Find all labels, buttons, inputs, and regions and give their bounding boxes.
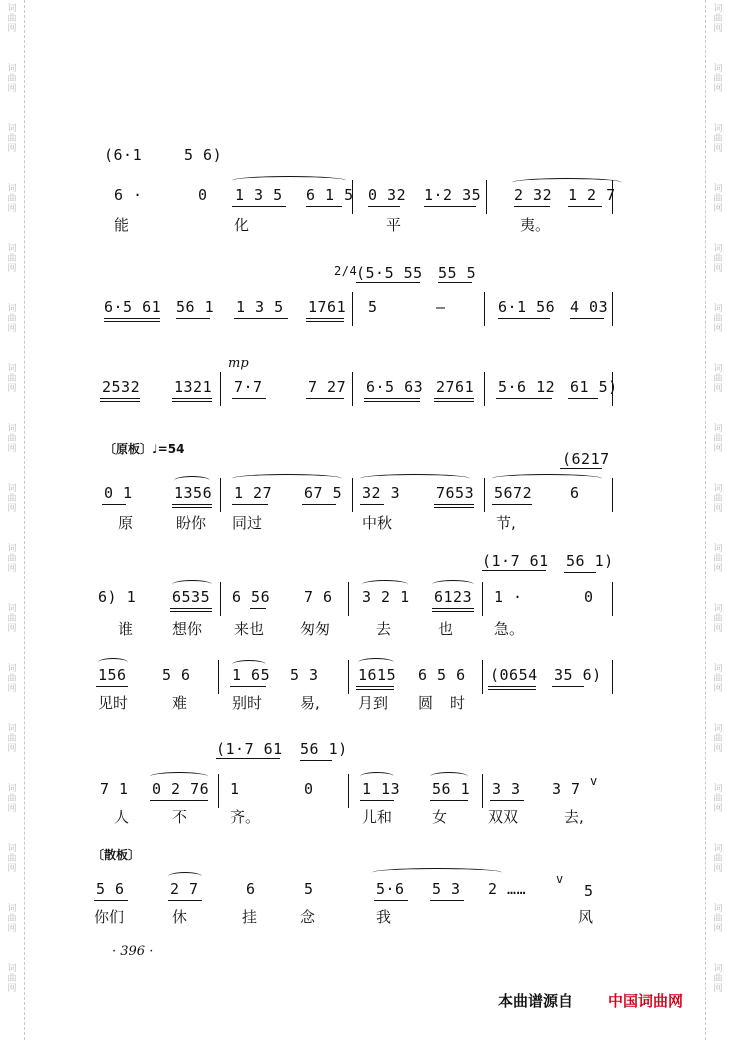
page-number: · 396 · xyxy=(112,944,154,959)
underline xyxy=(300,760,332,761)
bar-line xyxy=(352,478,353,512)
bar-line xyxy=(612,478,613,512)
underline xyxy=(560,468,602,469)
note-group: 6535 xyxy=(172,588,211,606)
slur xyxy=(172,580,212,589)
note-group: 61 5) xyxy=(570,378,618,396)
bar-line xyxy=(612,372,613,406)
lyric: 见时 xyxy=(98,694,129,712)
intro-phrase: (1·7 61 xyxy=(482,552,549,570)
note-group: 4 03 xyxy=(570,298,609,316)
watermark-text: 词 曲 网 xyxy=(713,424,723,454)
watermark-text: 词 曲 网 xyxy=(7,64,17,94)
note-group: 5 xyxy=(304,880,314,898)
bar-line xyxy=(482,660,483,694)
underline xyxy=(432,608,474,609)
underline xyxy=(360,800,394,801)
note-group: 6 · xyxy=(114,186,143,204)
section-label: 〔原板〕♩=54 xyxy=(104,442,185,456)
watermark-text: 词 曲 网 xyxy=(713,544,723,574)
lyric: 别时 xyxy=(232,694,263,712)
underline xyxy=(150,800,208,801)
lyric: 谁 xyxy=(118,620,134,638)
bar-line xyxy=(352,180,353,214)
lyric: 去, xyxy=(564,808,584,826)
section-label: 〔散板〕 xyxy=(92,848,141,862)
underline xyxy=(168,900,202,901)
watermark-text: 词 曲 网 xyxy=(713,664,723,694)
slur xyxy=(360,474,470,483)
slur xyxy=(362,580,408,589)
note-group: 3 2 1 xyxy=(362,588,410,606)
watermark-text: 词 曲 网 xyxy=(7,364,17,394)
underline xyxy=(552,686,584,687)
watermark-text: 词 曲 网 xyxy=(7,664,17,694)
note-group: 35 6) xyxy=(554,666,602,684)
right-watermark-strip xyxy=(705,0,730,1040)
note-group: 7·7 xyxy=(234,378,263,396)
underline xyxy=(172,401,212,402)
lyric: 儿和 xyxy=(362,808,393,826)
lyric: 人 xyxy=(114,808,130,826)
lyric: 能 xyxy=(114,216,130,234)
watermark-text: 词 曲 网 xyxy=(7,544,17,574)
bar-line xyxy=(218,660,219,694)
underline xyxy=(488,686,536,687)
watermark-text: 词 曲 网 xyxy=(7,904,17,934)
breath-mark: v xyxy=(590,774,598,788)
note-group: 7 1 xyxy=(100,780,129,798)
underline xyxy=(434,398,474,399)
note-group: 67 5 xyxy=(304,484,343,502)
note-group: 1 xyxy=(230,780,240,798)
note-group: 7 6 xyxy=(304,588,333,606)
note-group: 7653 xyxy=(436,484,475,502)
underline xyxy=(364,401,420,402)
bar-line xyxy=(482,582,483,616)
underline xyxy=(306,318,344,319)
watermark-text: 词 曲 网 xyxy=(713,484,723,514)
bar-line xyxy=(348,660,349,694)
underline xyxy=(356,282,420,283)
watermark-text: 词 曲 网 xyxy=(713,964,723,994)
lyric: 化 xyxy=(234,216,250,234)
slur xyxy=(372,868,502,877)
note-group: 6·5 61 xyxy=(104,298,162,316)
note-group: 3 3 xyxy=(492,780,521,798)
lyric: 风 xyxy=(578,908,594,926)
time-signature: 2/4 xyxy=(334,264,358,278)
lyric: 来也 xyxy=(234,620,265,638)
underline xyxy=(364,398,420,399)
note-group: 2 …… xyxy=(488,880,527,898)
slur xyxy=(358,658,394,667)
note-group: 2 32 xyxy=(514,186,553,204)
slur xyxy=(168,872,202,881)
lyric: 女 xyxy=(432,808,448,826)
lyric: 我 xyxy=(376,908,392,926)
lyric: 节, xyxy=(496,514,516,532)
underline xyxy=(564,572,596,573)
note-group: 1615 xyxy=(358,666,397,684)
bar-line xyxy=(352,372,353,406)
underline xyxy=(96,686,128,687)
underline xyxy=(498,318,550,319)
note-group: 1 3 5 xyxy=(236,298,284,316)
note-group: 1321 xyxy=(174,378,213,396)
breath-mark: v xyxy=(556,872,564,886)
underline xyxy=(170,611,212,612)
underline xyxy=(232,398,266,399)
lyric: 易, xyxy=(300,694,320,712)
note-group: 5·6 xyxy=(376,880,405,898)
underline xyxy=(216,758,280,759)
underline xyxy=(356,686,394,687)
underline xyxy=(176,318,210,319)
watermark-text: 词 曲 网 xyxy=(713,784,723,814)
intro-phrase: 5 6) xyxy=(184,146,223,164)
bar-line xyxy=(220,372,221,406)
underline xyxy=(250,608,266,609)
slur xyxy=(232,474,342,483)
note-group: 5 3 xyxy=(290,666,319,684)
lyric: 中秋 xyxy=(362,514,393,532)
watermark-text: 词 曲 网 xyxy=(713,604,723,634)
note-group: 156 xyxy=(98,666,127,684)
intro-phrase: 56 1) xyxy=(566,552,614,570)
watermark-text: 词 曲 网 xyxy=(7,724,17,754)
watermark-text: 词 曲 网 xyxy=(713,724,723,754)
note-group: 5 6 xyxy=(96,880,125,898)
underline xyxy=(102,504,126,505)
underline xyxy=(172,504,212,505)
watermark-text: 词 曲 网 xyxy=(713,244,723,274)
intro-phrase: 55 5 xyxy=(438,264,477,282)
lyric: 去 xyxy=(376,620,392,638)
note-group: 2 7 xyxy=(170,880,199,898)
bar-line xyxy=(612,660,613,694)
watermark-text: 词 曲 网 xyxy=(7,184,17,214)
note-group: 0 xyxy=(304,780,314,798)
bar-line xyxy=(352,292,353,326)
note-group: 1 · xyxy=(494,588,523,606)
watermark-text: 词 曲 网 xyxy=(7,784,17,814)
note-group: 7 27 xyxy=(308,378,347,396)
bar-line xyxy=(220,582,221,616)
lyric: 你们 xyxy=(94,908,125,926)
watermark-text: 词 曲 网 xyxy=(713,904,723,934)
lyric: 难 xyxy=(172,694,188,712)
note-group: 6·1 56 xyxy=(498,298,556,316)
lyric: 同过 xyxy=(232,514,263,532)
note-group: (0654 xyxy=(490,666,538,684)
note-group: 6 56 xyxy=(232,588,271,606)
lyric: 齐。 xyxy=(230,808,261,826)
dynamic-marking: mp xyxy=(228,356,249,371)
underline xyxy=(490,800,524,801)
note-group: 5 3 xyxy=(432,880,461,898)
watermark-text: 词 曲 网 xyxy=(7,484,17,514)
note-group: 6 xyxy=(570,484,580,502)
intro-phrase: 56 1) xyxy=(300,740,348,758)
watermark-text: 词 曲 网 xyxy=(7,604,17,634)
lyric: 圆 xyxy=(418,694,434,712)
lyric: 急。 xyxy=(494,620,525,638)
note-group: 0 1 xyxy=(104,484,133,502)
underline xyxy=(104,321,160,322)
note-group: 6) 1 xyxy=(98,588,137,606)
lyric: 平 xyxy=(386,216,402,234)
note-group: 1 27 xyxy=(234,484,273,502)
watermark-text: 词 曲 网 xyxy=(713,4,723,34)
note-group: 1761 xyxy=(308,298,347,316)
note-group: 1 13 xyxy=(362,780,401,798)
underline xyxy=(430,900,464,901)
underline xyxy=(492,504,532,505)
underline xyxy=(306,321,344,322)
note-group: 5 6 xyxy=(162,666,191,684)
underline xyxy=(172,507,212,508)
bar-line xyxy=(484,292,485,326)
underline xyxy=(514,206,550,207)
watermark-text: 词 曲 网 xyxy=(7,844,17,874)
intro-phrase: (6217 xyxy=(562,450,610,468)
slur xyxy=(232,176,346,185)
underline xyxy=(232,206,286,207)
underline xyxy=(430,800,468,801)
underline xyxy=(234,318,288,319)
underline xyxy=(368,206,400,207)
underline xyxy=(94,900,128,901)
underline xyxy=(496,398,552,399)
underline xyxy=(360,504,384,505)
slur xyxy=(360,772,394,781)
slur xyxy=(430,772,468,781)
note-group: 1 65 xyxy=(232,666,271,684)
bar-line xyxy=(612,292,613,326)
underline xyxy=(434,401,474,402)
lyric: 想你 xyxy=(172,620,203,638)
lyric: 挂 xyxy=(242,908,258,926)
intro-phrase: (1·7 61 xyxy=(216,740,283,758)
underline xyxy=(434,504,474,505)
underline xyxy=(170,608,212,609)
lyric: 休 xyxy=(172,908,188,926)
note-group: 56 1 xyxy=(176,298,215,316)
underline xyxy=(438,282,472,283)
note-group: 5·6 12 xyxy=(498,378,556,396)
note-group: 6 5 6 xyxy=(418,666,466,684)
intro-phrase: (5·5 55 xyxy=(356,264,423,282)
slur xyxy=(492,474,602,483)
underline xyxy=(232,504,268,505)
underline xyxy=(568,398,598,399)
underline xyxy=(424,206,476,207)
underline xyxy=(306,398,344,399)
intro-phrase: (6·1 xyxy=(104,146,143,164)
slur xyxy=(150,772,208,781)
watermark-text: 词 曲 网 xyxy=(7,244,17,274)
watermark-text: 词 曲 网 xyxy=(7,424,17,454)
site-link[interactable]: 中国词曲网 xyxy=(608,992,684,1010)
note-group: 5672 xyxy=(494,484,533,502)
lyric: 不 xyxy=(172,808,188,826)
note-group: 6·5 63 xyxy=(366,378,424,396)
underline xyxy=(172,398,212,399)
lyric: 原 xyxy=(118,514,134,532)
note-group: 6 xyxy=(246,880,256,898)
note-group: — xyxy=(436,298,446,316)
underline xyxy=(568,206,602,207)
note-group: 56 1 xyxy=(432,780,471,798)
bar-line xyxy=(220,478,221,512)
lyric: 匆匆 xyxy=(300,620,331,638)
lyric: 盼你 xyxy=(176,514,207,532)
watermark-text: 词 曲 网 xyxy=(713,304,723,334)
note-group: 0 2 76 xyxy=(152,780,210,798)
watermark-text: 词 曲 网 xyxy=(713,844,723,874)
note-group: 1 2 7 xyxy=(568,186,616,204)
bar-line xyxy=(486,180,487,214)
note-group: 0 xyxy=(584,588,594,606)
underline xyxy=(306,206,342,207)
note-group: 1356 xyxy=(174,484,213,502)
bar-line xyxy=(218,774,219,808)
underline xyxy=(302,504,336,505)
note-group: 2532 xyxy=(102,378,141,396)
lyric: 时 xyxy=(450,694,466,712)
underline xyxy=(100,398,140,399)
underline xyxy=(374,900,408,901)
slur xyxy=(98,658,128,667)
lyric: 夷。 xyxy=(520,216,551,234)
underline xyxy=(570,318,604,319)
slur xyxy=(174,476,210,485)
note-group: 5 xyxy=(368,298,378,316)
bar-line xyxy=(482,774,483,808)
underline xyxy=(482,570,546,571)
watermark-text: 词 曲 网 xyxy=(7,964,17,994)
bar-line xyxy=(612,582,613,616)
lyric: 念 xyxy=(300,908,316,926)
bar-line xyxy=(484,478,485,512)
underline xyxy=(356,689,394,690)
underline xyxy=(104,318,160,319)
underline xyxy=(432,611,474,612)
watermark-text: 词 曲 网 xyxy=(7,4,17,34)
note-group: 32 3 xyxy=(362,484,401,502)
bar-line xyxy=(348,582,349,616)
left-watermark-strip xyxy=(0,0,25,1040)
note-group: 1 3 5 xyxy=(235,186,283,204)
note-group: 3 7 xyxy=(552,780,581,798)
slur xyxy=(512,178,622,187)
watermark-text: 词 曲 网 xyxy=(713,124,723,154)
underline xyxy=(488,689,536,690)
watermark-text: 词 曲 网 xyxy=(713,184,723,214)
lyric: 也 xyxy=(438,620,454,638)
watermark-text: 词 曲 网 xyxy=(7,124,17,154)
note-group: 6123 xyxy=(434,588,473,606)
underline xyxy=(230,686,266,687)
note-group: 1·2 35 xyxy=(424,186,482,204)
note-group: 6 1 5 xyxy=(306,186,354,204)
note-group: 2761 xyxy=(436,378,475,396)
watermark-text: 词 曲 网 xyxy=(7,304,17,334)
bar-line xyxy=(348,774,349,808)
bar-line xyxy=(484,372,485,406)
source-label: 本曲谱源自 xyxy=(498,992,574,1010)
underline xyxy=(100,401,140,402)
note-group: 0 32 xyxy=(368,186,407,204)
lyric: 月到 xyxy=(358,694,389,712)
slur xyxy=(232,660,266,669)
note-group: 0 xyxy=(198,186,208,204)
watermark-text: 词 曲 网 xyxy=(713,364,723,394)
watermark-text: 词 曲 网 xyxy=(713,64,723,94)
underline xyxy=(434,507,474,508)
slur xyxy=(432,580,474,589)
lyric: 双双 xyxy=(488,808,519,826)
note-group: 5 xyxy=(584,882,594,900)
